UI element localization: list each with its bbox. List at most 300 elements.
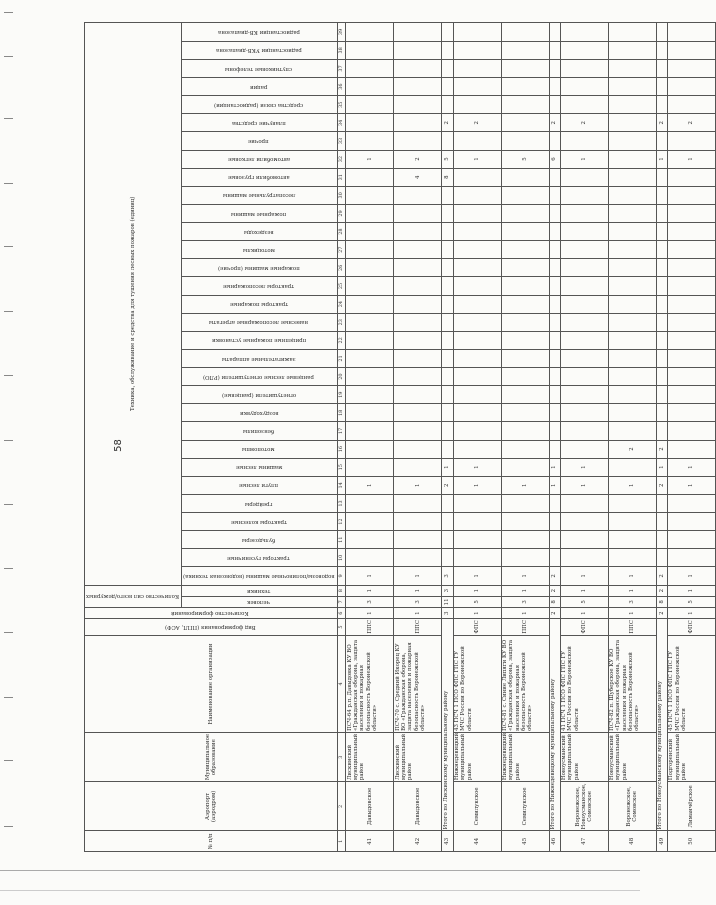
column-number (338, 831, 346, 852)
equipment-cell-empty (608, 494, 656, 512)
row-number-text: 48 (629, 837, 636, 845)
equipment-cell-empty (453, 59, 501, 77)
equipment-cell-text: 8 (444, 175, 451, 179)
equipment-cell-empty (549, 313, 560, 331)
organization-cell-text: ПСЧ-82 п. Шуберское КУ ВО «Гражданская оборона, защита населения и пожарная безопасность Воронежской области» (609, 639, 641, 731)
equipment-cell-empty (608, 168, 656, 186)
header-equipment-text: огнетушители (ранцевые) (221, 391, 296, 398)
equipment-cell-empty (501, 23, 549, 42)
equipment-cell-text: 2 (658, 121, 665, 125)
equipment-cell-text: 6 (551, 157, 558, 161)
type-cell-text: ППС (521, 620, 528, 634)
equipment-cell (501, 567, 549, 585)
row-number-text: 46 (551, 837, 558, 845)
equipment-cell-text: 1 (688, 465, 695, 469)
equipment-cell (394, 476, 442, 494)
type-cell (667, 619, 715, 635)
total-label (549, 619, 560, 831)
column-number-text: 34 (338, 119, 345, 127)
count-cell (453, 608, 501, 619)
header-row (85, 23, 182, 852)
equipment-cell-text: 1 (414, 574, 421, 578)
equipment-cell-empty (549, 259, 560, 277)
equipment-cell-empty (346, 59, 394, 77)
column-number-text: 21 (338, 355, 345, 362)
equipment-cell-text: 1 (551, 465, 558, 469)
equipment-cell (346, 150, 394, 168)
column-number (338, 150, 346, 168)
header-airport (85, 782, 338, 831)
equipment-cell-text: 1 (688, 574, 695, 578)
header-equipment (182, 368, 338, 386)
equipment-cell (656, 114, 667, 132)
equipment-cell-empty (549, 494, 560, 512)
column-number (338, 458, 346, 476)
equipment-cell-text: 1 (473, 465, 480, 469)
equipment-cell-empty (667, 422, 715, 440)
equipment-cell-empty (667, 132, 715, 150)
column-number (338, 567, 346, 585)
municipality-cell (394, 733, 442, 782)
equipment-cell-empty (453, 96, 501, 114)
municipality-cell-text: Лискинский муниципальный район (394, 733, 414, 781)
header-equipment-text: лесопатрульные машины (222, 192, 295, 199)
equipment-cell-empty (549, 168, 560, 186)
equipment-cell (549, 114, 560, 132)
equipment-cell-empty (394, 513, 442, 531)
column-number (338, 313, 346, 331)
equipment-cell-empty (453, 78, 501, 96)
scan-margin-mark (4, 440, 13, 441)
table-row (501, 23, 549, 852)
column-number-text: 35 (338, 101, 345, 108)
equipment-cell-empty (560, 440, 608, 458)
header-count (85, 608, 338, 619)
equipment-cell-empty (667, 259, 715, 277)
equipment-cell-empty (346, 313, 394, 331)
airport-cell (453, 782, 501, 831)
equipment-cell-text: 1 (581, 483, 588, 488)
header-equipment-text: навесные лесопожарные агрегаты (209, 319, 309, 326)
equipment-cell-empty (442, 331, 453, 349)
equipment-cell-empty (501, 168, 549, 186)
header-people-text: человек (247, 599, 271, 606)
count-cell (346, 608, 394, 619)
equipment-cell-empty (608, 313, 656, 331)
row-number (667, 831, 715, 852)
equipment-cell (442, 567, 453, 585)
organization-cell-text: ПСЧ-64 р.п. Давыдовка КУ ВО «Гражданская оборона, защита населения и пожарная безопасность Воронежской области» (346, 639, 378, 731)
tech-cell-text: 2 (551, 588, 558, 593)
column-number (338, 132, 346, 150)
equipment-cell-empty (501, 59, 549, 77)
equipment-cell-empty (608, 114, 656, 132)
header-equipment (182, 313, 338, 331)
people-cell (442, 596, 453, 607)
count-cell (501, 608, 549, 619)
row-number (501, 831, 549, 852)
equipment-cell-empty (560, 368, 608, 386)
equipment-cell-empty (501, 241, 549, 259)
equipment-cell-empty (560, 78, 608, 96)
equipment-cell-empty (656, 78, 667, 96)
column-number (338, 186, 346, 204)
equipment-cell-empty (442, 349, 453, 367)
tech-cell (656, 585, 667, 596)
equipment-cell-empty (442, 96, 453, 114)
equipment-cell-empty (608, 223, 656, 241)
equipment-cell-empty (608, 404, 656, 422)
equipment-cell-empty (608, 204, 656, 222)
equipment-cell-text: 1 (521, 574, 528, 578)
equipment-cell-text: 1 (581, 574, 588, 578)
row-number-text: 42 (414, 837, 421, 845)
organization-cell-text: 45 ПСЧ 1 ПСО ФПС ГПС ГУ МЧС России по Воронежской области (668, 646, 687, 731)
equipment-cell (560, 567, 608, 585)
column-number (338, 241, 346, 259)
equipment-cell-empty (549, 295, 560, 313)
airport-cell-text: Давыдовское (366, 787, 373, 826)
equipment-cell-empty (501, 132, 549, 150)
count-cell (667, 608, 715, 619)
organization-cell (667, 635, 715, 732)
equipment-cell-empty (656, 186, 667, 204)
column-number-text: 26 (338, 264, 345, 272)
count-cell-text: 3 (444, 611, 451, 615)
equipment-cell-empty (442, 313, 453, 331)
column-number (338, 422, 346, 440)
count-cell (442, 608, 453, 619)
equipment-cell-empty (667, 494, 715, 512)
equipment-cell-empty (394, 404, 442, 422)
equipment-cell-text: 1 (581, 157, 588, 161)
header-organization (85, 635, 338, 732)
equipment-cell-empty (667, 204, 715, 222)
header-forces (85, 585, 182, 608)
equipment-cell-empty (346, 78, 394, 96)
header-equipment-text: плавучие средства (231, 119, 286, 126)
row-number (442, 831, 453, 852)
header-equipment (182, 458, 338, 476)
organization-cell (501, 635, 549, 732)
rotated-table-wrapper (84, 22, 695, 852)
count-cell (394, 608, 442, 619)
column-number-text: 16 (338, 445, 345, 453)
equipment-cell-empty (656, 204, 667, 222)
equipment-cell-empty (667, 349, 715, 367)
header-equipment-text: автомобили грузовые (227, 174, 290, 181)
equipment-cell-empty (453, 368, 501, 386)
header-equipment (182, 404, 338, 422)
equipment-cell-empty (501, 204, 549, 222)
airport-cell (667, 782, 715, 831)
header-people (182, 596, 338, 607)
header-equipment (182, 422, 338, 440)
organization-cell (453, 635, 501, 732)
equipment-cell-text: 5 (521, 157, 528, 161)
column-number (338, 494, 346, 512)
table-row (667, 23, 715, 852)
equipment-cell-empty (346, 114, 394, 132)
people-cell-text: 5 (473, 600, 480, 604)
equipment-cell-empty (667, 41, 715, 59)
people-cell (656, 596, 667, 607)
equipment-cell-empty (608, 386, 656, 404)
equipment-cell-empty (394, 549, 442, 567)
header-equipment-text: спутниковые телефоны (225, 65, 293, 72)
people-cell (501, 596, 549, 607)
equipment-cell-empty (656, 295, 667, 313)
header-equipment (182, 440, 338, 458)
equipment-cell-empty (549, 404, 560, 422)
header-equipment-text: водовозы/поливочные машины (водовозная техника) (183, 573, 335, 580)
tech-cell-text: 1 (629, 588, 636, 593)
scan-margin-mark (4, 183, 13, 184)
equipment-cell-empty (453, 386, 501, 404)
header-equipment-text: средства связи (радиостанции) (214, 101, 304, 108)
header-equipment-group-text: Техника, обслуживание и средства для тушения лесных пожаров (единиц) (130, 196, 137, 411)
header-type (85, 619, 338, 635)
equipment-cell-empty (667, 23, 715, 42)
equipment-cell-empty (453, 23, 501, 42)
municipality-cell (501, 733, 549, 782)
organization-cell (346, 635, 394, 732)
header-equipment-text: радиостанции КВ-диапазона (217, 28, 300, 35)
equipment-cell-empty (501, 313, 549, 331)
equipment-cell-empty (394, 458, 442, 476)
people-cell-text: 8 (551, 600, 558, 604)
equipment-cell-empty (560, 41, 608, 59)
equipment-cell-empty (394, 277, 442, 295)
equipment-cell-empty (656, 404, 667, 422)
equipment-cell-empty (394, 259, 442, 277)
header-equipment (182, 96, 338, 114)
equipment-cell-empty (442, 186, 453, 204)
column-number (338, 223, 346, 241)
equipment-cell-empty (346, 404, 394, 422)
equipment-cell-text: 2 (551, 121, 558, 125)
type-cell (346, 619, 394, 635)
header-forces-text: Количество сил всего/дежурных (85, 593, 179, 600)
type-cell-text: ППС (414, 620, 421, 634)
equipment-cell-empty (346, 531, 394, 549)
equipment-cell-empty (442, 513, 453, 531)
header-equipment-text: машины лесные (235, 464, 282, 471)
equipment-cell-text: 2 (581, 121, 588, 125)
column-number (338, 78, 346, 96)
column-number (338, 619, 346, 635)
equipment-cell-empty (501, 223, 549, 241)
municipality-cell-text: Новоусманский муниципальный район (609, 733, 628, 781)
header-equipment-text: автомобили легковые (227, 156, 290, 163)
equipment-cell-empty (501, 186, 549, 204)
scan-margin-mark (4, 246, 13, 247)
equipment-cell-empty (656, 386, 667, 404)
equipment-cell-empty (501, 78, 549, 96)
equipment-cell-empty (608, 59, 656, 77)
equipment-cell-empty (549, 59, 560, 77)
equipment-cell-empty (501, 41, 549, 59)
equipment-cell-empty (608, 96, 656, 114)
equipment-cell-empty (394, 204, 442, 222)
column-number-text: 11 (338, 536, 345, 543)
equipment-cell-empty (501, 368, 549, 386)
organization-cell-text: ПСЧ-70 с. Средний Икорец КУ ВО «Гражданская оборона, защита населения и пожарная безопасность Воронежской области» (394, 642, 426, 731)
equipment-cell-empty (560, 331, 608, 349)
equipment-cell-empty (560, 204, 608, 222)
equipment-cell (608, 567, 656, 585)
column-number-row (338, 23, 346, 852)
equipment-cell (501, 476, 549, 494)
equipment-cell-empty (549, 349, 560, 367)
scan-margin-mark (4, 697, 13, 698)
organization-cell (608, 635, 656, 732)
equipment-cell-empty (346, 277, 394, 295)
tech-cell-text: 3 (444, 588, 451, 593)
tech-cell (560, 585, 608, 596)
airport-cell-text: Лиманчёрское (688, 785, 695, 828)
equipment-cell-empty (442, 59, 453, 77)
header-equipment (182, 349, 338, 367)
equipment-cell-text: 1 (366, 483, 373, 488)
type-cell-text: ФПС (581, 620, 588, 634)
total-row (656, 23, 667, 852)
equipment-cell-empty (667, 331, 715, 349)
equipment-cell-empty (501, 331, 549, 349)
equipment-cell-empty (501, 513, 549, 531)
people-cell (549, 596, 560, 607)
total-label (656, 619, 667, 831)
column-number-text: 30 (338, 192, 345, 199)
equipment-cell-empty (656, 494, 667, 512)
equipment-cell-text: 2 (444, 121, 451, 125)
equipment-cell-empty (608, 23, 656, 42)
equipment-cell-empty (667, 186, 715, 204)
municipality-cell-text: Новоусманский муниципальный район (561, 733, 580, 781)
table-row (394, 23, 442, 852)
equipment-cell-empty (560, 386, 608, 404)
equipment-cell (667, 476, 715, 494)
header-equipment-text: прочие (248, 138, 270, 145)
column-number-text: 3 (338, 755, 345, 759)
equipment-cell-empty (656, 241, 667, 259)
equipment-cell-empty (442, 531, 453, 549)
airport-cell (560, 782, 608, 831)
table-row (346, 23, 394, 852)
equipment-cell-empty (656, 549, 667, 567)
header-num (85, 831, 338, 852)
municipality-cell (346, 733, 394, 782)
tech-cell (667, 585, 715, 596)
row-number (453, 831, 501, 852)
equipment-cell-empty (394, 132, 442, 150)
column-number-text: 29 (338, 210, 345, 217)
header-equipment (182, 186, 338, 204)
equipment-cell-empty (667, 549, 715, 567)
equipment-cell-empty (608, 277, 656, 295)
header-equipment (182, 513, 338, 531)
equipment-cell-empty (549, 41, 560, 59)
header-organization-text: Наименование организации (208, 643, 215, 725)
equipment-cell (442, 458, 453, 476)
equipment-cell-empty (453, 223, 501, 241)
equipment-cell-empty (346, 168, 394, 186)
header-equipment-text: прицепные пожарные установки (211, 337, 306, 344)
column-number (338, 96, 346, 114)
equipment-cell-empty (560, 494, 608, 512)
equipment-cell-text: 2 (473, 121, 480, 125)
column-number-text: 20 (338, 373, 345, 380)
equipment-cell-empty (394, 386, 442, 404)
tech-cell-text: 1 (688, 588, 695, 593)
equipment-cell-empty (549, 277, 560, 295)
header-equipment (182, 223, 338, 241)
column-number (338, 114, 346, 132)
row-number-text: 47 (581, 837, 588, 845)
header-equipment-text: радиостанции УКВ-диапазона (215, 47, 302, 54)
people-cell-text: 8 (658, 600, 665, 604)
equipment-cell-empty (501, 96, 549, 114)
header-equipment-text: тракторы колесные (230, 518, 287, 525)
equipment-cell-empty (394, 223, 442, 241)
row-number-text: 44 (473, 837, 480, 845)
equipment-cell-empty (442, 422, 453, 440)
equipment-cell-empty (549, 241, 560, 259)
column-number-text: 25 (338, 282, 345, 290)
equipment-cell-empty (560, 132, 608, 150)
column-number-text: 24 (338, 300, 345, 308)
header-equipment (182, 41, 338, 59)
equipment-cell-empty (608, 150, 656, 168)
equipment-cell-empty (453, 277, 501, 295)
municipality-cell-text: Подгоренский муниципальный район (668, 733, 687, 781)
equipment-cell-empty (442, 223, 453, 241)
equipment-cell-empty (560, 313, 608, 331)
equipment-cell-empty (394, 96, 442, 114)
equipment-cell-empty (442, 368, 453, 386)
column-number (338, 596, 346, 607)
people-cell (667, 596, 715, 607)
equipment-cell-empty (608, 513, 656, 531)
equipment-cell-empty (667, 313, 715, 331)
equipment-cell-empty (560, 223, 608, 241)
column-number-text: 6 (338, 611, 345, 615)
type-cell-text: ППС (629, 620, 636, 634)
header-equipment-text: плуги лесные (239, 482, 279, 489)
column-number (338, 277, 346, 295)
column-number (338, 386, 346, 404)
table-row (560, 23, 608, 852)
equipment-cell-empty (667, 277, 715, 295)
municipality-cell-text: Лискинский муниципальный район (346, 733, 366, 781)
organization-cell (560, 635, 608, 732)
equipment-cell (394, 567, 442, 585)
equipment-cell-empty (656, 277, 667, 295)
equipment-cell-empty (453, 186, 501, 204)
equipment-cell-empty (346, 494, 394, 512)
equipment-cell-empty (394, 78, 442, 96)
equipment-cell (453, 150, 501, 168)
tech-cell-text: 1 (581, 588, 588, 593)
equipment-cell-text: 1 (473, 157, 480, 161)
organization-cell-text: 41 ПСЧ 1 ПСО ФПС ГПС ГУ МЧС России по Воронежской области (561, 646, 580, 731)
equipment-cell-empty (667, 386, 715, 404)
equipment-cell-empty (501, 494, 549, 512)
count-cell-text: 1 (581, 611, 588, 615)
equipment-cell-empty (667, 513, 715, 531)
column-number (338, 259, 346, 277)
header-equipment (182, 259, 338, 277)
